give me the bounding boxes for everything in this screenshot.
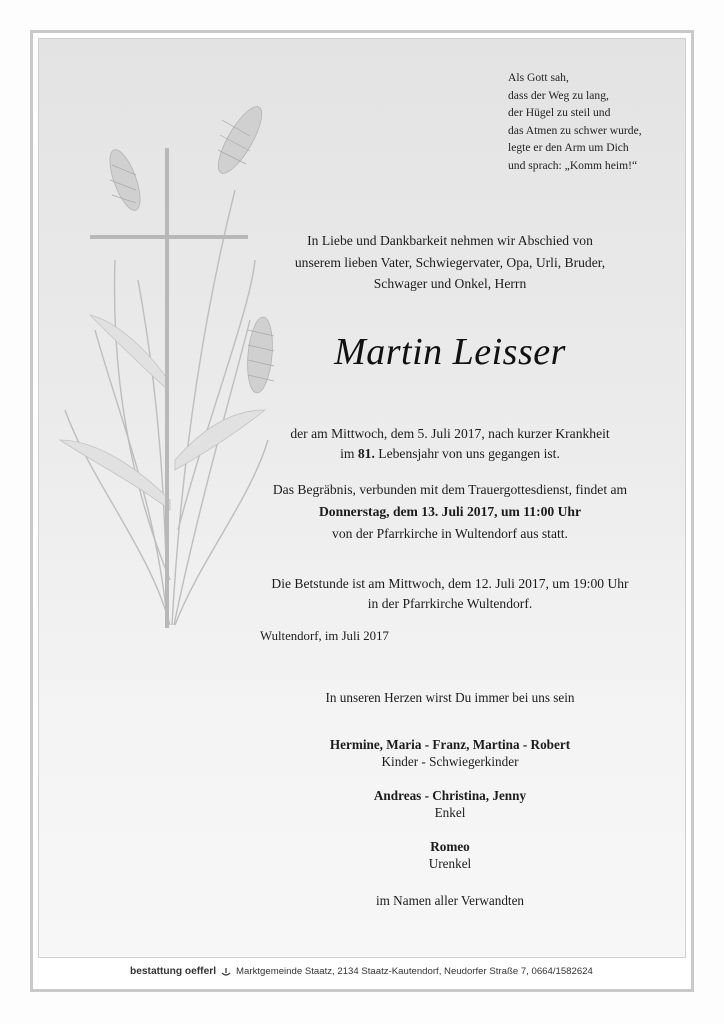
funeral-notice <box>230 479 670 545</box>
family-relation: Kinder - Schwiegerkinder <box>381 754 519 769</box>
deceased-name: Martin Leisser <box>334 331 566 373</box>
family-relation: Urenkel <box>428 856 472 871</box>
family-names: Hermine, Maria - Franz, Martina - Robert <box>329 737 571 752</box>
death-notice <box>230 424 670 464</box>
heart-line: In unseren Herzen wirst Du immer bei uns sein <box>325 690 575 705</box>
age-prefix: im <box>340 446 358 461</box>
age-value: 81. <box>357 446 375 461</box>
intro-line: In Liebe und Dankbarkeit nehmen wir Abschied von <box>307 233 593 248</box>
betstunde-line: in der Pfarrkirche Wultendorf. <box>367 596 533 611</box>
death-line: der am Mittwoch, dem 5. Juli 2017, nach kurzer Krankheit <box>290 426 610 441</box>
footer-brand: bestattung oefferl <box>130 966 217 977</box>
death-line-age <box>230 444 670 464</box>
funeral-line: von der Pfarrkirche in Wultendorf aus statt. <box>332 526 568 541</box>
family-group <box>230 736 670 770</box>
footer-address: Marktgemeinde Staatz, 2134 Staatz-Kautendorf, Neudorfer Straße 7, 0664/1582624 <box>236 966 593 977</box>
poem-line: Als Gott sah, <box>508 71 569 84</box>
footer <box>130 966 593 977</box>
place-date: Wultendorf, im Juli 2017 <box>260 629 389 643</box>
poem-line: der Hügel zu steil und <box>508 106 611 120</box>
funeral-line: Das Begräbnis, verbunden mit dem Trauergottesdienst, findet am <box>272 482 628 497</box>
undertaker-logo-icon <box>220 967 232 977</box>
family-group <box>230 838 670 872</box>
poem-line: das Atmen zu schwer wurde, <box>508 123 642 137</box>
betstunde-line: Die Betstunde ist am Mittwoch, dem 12. Juli 2017, um 19:00 Uhr <box>271 576 629 591</box>
family-names: Andreas - Christina, Jenny <box>373 788 527 803</box>
betstunde-notice <box>230 574 670 614</box>
poem-line: legte er den Arm um Dich <box>508 141 629 155</box>
family-names: Romeo <box>430 839 470 854</box>
family-group <box>230 787 670 821</box>
age-suffix: Lebensjahr von uns gegangen ist. <box>374 446 560 461</box>
funeral-date <box>230 501 670 523</box>
closing-line: im Namen aller Verwandten <box>375 893 525 908</box>
poem-line: und sprach: „Komm heim!“ <box>508 158 638 172</box>
poem <box>508 69 688 175</box>
intro-line: Schwager und Onkel, Herrn <box>373 276 527 291</box>
poem-line: dass der Weg zu lang, <box>508 88 609 102</box>
intro-text <box>230 230 670 295</box>
funeral-date-text: Donnerstag, dem 13. Juli 2017, um 11:00 Uhr <box>318 504 582 519</box>
intro-line: unserem lieben Vater, Schwiegervater, Opa, Urli, Bruder, <box>294 254 606 270</box>
family-relation: Enkel <box>434 805 466 820</box>
